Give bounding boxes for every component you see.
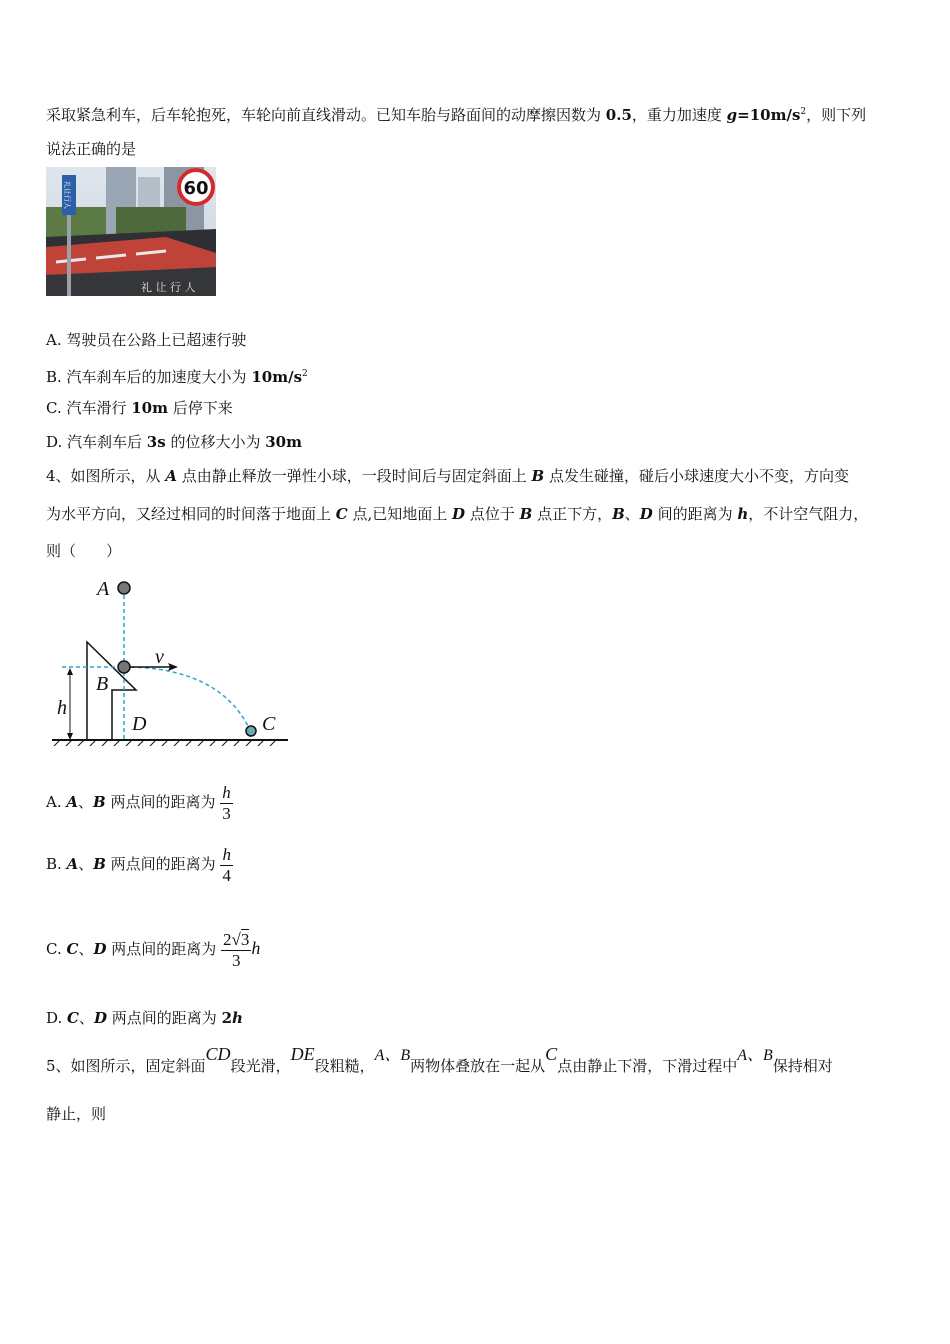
road-marking-text: 礼 让 行 人: [141, 281, 196, 294]
q5-stem-line2: 静止，则: [46, 1105, 107, 1123]
pole-sign-text: 礼让行人: [63, 181, 71, 209]
q3-stem-line2: 说法正确的是: [46, 140, 137, 158]
label-v: v: [155, 646, 164, 668]
incline-block: [87, 642, 136, 740]
q3-option-d: D. 汽车刹车后 3s 的位移大小为 30m: [46, 433, 302, 451]
h-arrow-top: [67, 668, 73, 675]
q3-stem-line1: 采取紧急利车，后车轮抱死，车轮向前直线滑动。已知车胎与路面间的动摩擦因数为 0.5，重力加速度 $g=10m/s^2$，则下列: [46, 106, 867, 124]
q3-option-a: A. 驾驶员在公路上已超速行驶: [46, 331, 247, 349]
label-b: B: [96, 673, 109, 695]
label-d: D: [132, 713, 147, 735]
q4-stem-line3: 则（ ）: [46, 542, 122, 560]
road-photo: [46, 167, 216, 296]
q3-option-c: C. 汽车滑行 10m 后停下来: [46, 399, 233, 417]
q4-option-c: C. C、D 两点间的距离为 $\frac{2√3}{3}$ h: [46, 929, 261, 970]
ball-a: [118, 582, 130, 594]
fraction-h-over-3: $\frac{h}{3}$: [222, 782, 231, 823]
q5-stem-line1: 5、如图所示，固定斜面CD段光滑，DE段粗糙，A、B两物体叠放在一起从C点由静止下滑，下滑过程中A、B保持相对: [46, 1044, 833, 1075]
h-arrow-bottom: [67, 733, 73, 740]
label-h: h: [57, 697, 67, 719]
projectile-diagram: [50, 574, 290, 746]
q3-option-b: B. 汽车刹车后的加速度大小为 $10m/s^2$: [46, 368, 308, 386]
sqrt-sign: √: [231, 929, 241, 949]
label-a: A: [97, 578, 110, 600]
label-c: C: [262, 713, 276, 735]
q4-option-a: A. A、B 两点间的距离为 $\frac{h}{3}$: [46, 782, 231, 823]
fraction-2root3-over-3: $\frac{2√3}{3}$: [223, 929, 250, 970]
q4-stem-line1: 4、如图所示，从 A 点由静止释放一弹性小球，一段时间后与固定斜面上 B 点发生碰撞，碰后小球速度大小不变，方向变: [46, 467, 849, 485]
q4-option-d: D. C、D 两点间的距离为 2h: [46, 1009, 243, 1027]
q4-option-b: B. A、B 两点间的距离为 $\frac{h}{4}$: [46, 844, 231, 885]
speed-limit-sign: 60: [183, 178, 209, 199]
ball-b: [118, 661, 130, 673]
q4-stem-line2: 为水平方向，又经过相同的时间落于地面上 C 点,已知地面上 D 点位于 B 点正下方，B、D 间的距离为 h，不计空气阻力，: [46, 505, 869, 523]
fraction-h-over-4: $\frac{h}{4}$: [222, 844, 231, 885]
ball-c: [246, 726, 256, 736]
